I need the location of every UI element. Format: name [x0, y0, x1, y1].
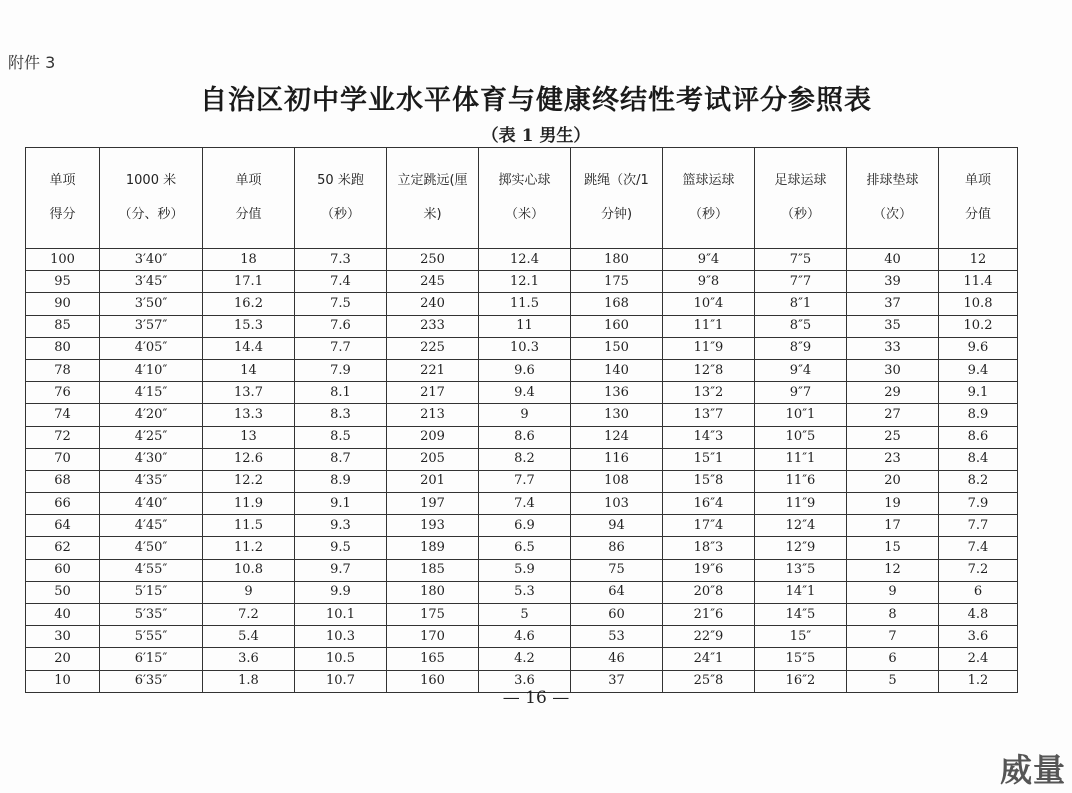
table-cell: 180: [387, 581, 479, 603]
table-cell: 21″6: [663, 604, 755, 626]
table-cell: 7.7: [479, 470, 571, 492]
table-cell: 14″1: [755, 581, 847, 603]
table-cell: 6.9: [479, 515, 571, 537]
table-cell: 95: [26, 271, 100, 293]
table-cell: 8.2: [939, 470, 1018, 492]
table-cell: 189: [387, 537, 479, 559]
table-cell: 11.5: [203, 515, 295, 537]
column-header-line: 排球垫球: [866, 173, 919, 188]
table-cell: 7.4: [295, 271, 387, 293]
table-cell: 9″7: [755, 382, 847, 404]
table-cell: 10.8: [203, 559, 295, 581]
table-cell: 4′20″: [100, 404, 203, 426]
score-table: [25, 147, 1018, 693]
table-cell: 35: [847, 315, 939, 337]
table-cell: 185: [387, 559, 479, 581]
table-cell: 8.4: [939, 448, 1018, 470]
table-cell: 9.1: [295, 493, 387, 515]
table-cell: 9″8: [663, 271, 755, 293]
table-cell: 66: [26, 493, 100, 515]
column-header-line: 掷实心球: [498, 173, 551, 188]
table-cell: 10: [26, 670, 100, 692]
table-cell: 75: [571, 559, 663, 581]
table-cell: 7.2: [203, 604, 295, 626]
table-cell: 9: [479, 404, 571, 426]
table-cell: 5: [479, 604, 571, 626]
table-cell: 11″9: [663, 337, 755, 359]
table-cell: 4′40″: [100, 493, 203, 515]
table-cell: 13.3: [203, 404, 295, 426]
column-header-line: 得分: [49, 207, 76, 222]
table-cell: 10.8: [939, 293, 1018, 315]
table-cell: 7.6: [295, 315, 387, 337]
table-cell: 12.2: [203, 470, 295, 492]
table-cell: 7.3: [295, 249, 387, 271]
table-cell: 8: [847, 604, 939, 626]
table-cell: 6.5: [479, 537, 571, 559]
table-cell: 3′40″: [100, 249, 203, 271]
table-cell: 15″8: [663, 470, 755, 492]
column-header-line: （分、秒）: [118, 207, 184, 222]
table-cell: 240: [387, 293, 479, 315]
table-cell: 5: [847, 670, 939, 692]
table-cell: 10″1: [755, 404, 847, 426]
table-cell: 13: [203, 426, 295, 448]
table-cell: 94: [571, 515, 663, 537]
table-cell: 250: [387, 249, 479, 271]
table-cell: 17.1: [203, 271, 295, 293]
table-cell: 86: [571, 537, 663, 559]
table-cell: 7.4: [939, 537, 1018, 559]
table-cell: 46: [571, 648, 663, 670]
table-cell: 11.2: [203, 537, 295, 559]
table-cell: 5′15″: [100, 581, 203, 603]
table-cell: 3′45″: [100, 271, 203, 293]
table-cell: 3.6: [939, 626, 1018, 648]
table-cell: 8.6: [479, 426, 571, 448]
table-cell: 78: [26, 359, 100, 381]
table-cell: 100: [26, 249, 100, 271]
table-cell: 20″8: [663, 581, 755, 603]
table-row: [26, 426, 1018, 448]
table-row: [26, 493, 1018, 515]
table-cell: 72: [26, 426, 100, 448]
table-cell: 165: [387, 648, 479, 670]
table-cell: 15″5: [755, 648, 847, 670]
table-cell: 5.9: [479, 559, 571, 581]
table-cell: 4′25″: [100, 426, 203, 448]
table-cell: 30: [847, 359, 939, 381]
table-cell: 64: [26, 515, 100, 537]
column-header: [847, 148, 939, 249]
table-row: [26, 382, 1018, 404]
column-header: [479, 148, 571, 249]
table-cell: 6: [939, 581, 1018, 603]
table-cell: 124: [571, 426, 663, 448]
table-row: [26, 604, 1018, 626]
table-cell: 11.4: [939, 271, 1018, 293]
table-cell: 7″7: [755, 271, 847, 293]
table-cell: 19: [847, 493, 939, 515]
table-cell: 5′55″: [100, 626, 203, 648]
table-cell: 37: [847, 293, 939, 315]
table-cell: 4′50″: [100, 537, 203, 559]
table-cell: 1.2: [939, 670, 1018, 692]
table-cell: 221: [387, 359, 479, 381]
table-cell: 130: [571, 404, 663, 426]
table-cell: 233: [387, 315, 479, 337]
table-cell: 3.6: [479, 670, 571, 692]
table-cell: 14.4: [203, 337, 295, 359]
table-cell: 245: [387, 271, 479, 293]
table-row: [26, 315, 1018, 337]
column-header-line: 分值: [235, 207, 262, 222]
table-cell: 11″1: [755, 448, 847, 470]
table-cell: 8.6: [939, 426, 1018, 448]
column-header-line: 单项: [235, 173, 262, 188]
table-cell: 9.6: [939, 337, 1018, 359]
table-cell: 9″4: [663, 249, 755, 271]
table-cell: 9.4: [479, 382, 571, 404]
table-row: [26, 515, 1018, 537]
table-cell: 60: [571, 604, 663, 626]
table-cell: 39: [847, 271, 939, 293]
table-cell: 17: [847, 515, 939, 537]
table-cell: 5.3: [479, 581, 571, 603]
column-header: [939, 148, 1018, 249]
table-cell: 8″1: [755, 293, 847, 315]
table-cell: 9.5: [295, 537, 387, 559]
table-cell: 12.1: [479, 271, 571, 293]
table-cell: 64: [571, 581, 663, 603]
table-cell: 3′57″: [100, 315, 203, 337]
column-header: [295, 148, 387, 249]
column-header-line: 跳绳（次/1: [584, 173, 649, 188]
table-cell: 16″4: [663, 493, 755, 515]
table-cell: 9.7: [295, 559, 387, 581]
table-row: [26, 359, 1018, 381]
table-cell: 22″9: [663, 626, 755, 648]
table-cell: 90: [26, 293, 100, 315]
table-cell: 7.7: [939, 515, 1018, 537]
table-cell: 4′15″: [100, 382, 203, 404]
table-cell: 2.4: [939, 648, 1018, 670]
table-cell: 23: [847, 448, 939, 470]
table-row: [26, 249, 1018, 271]
table-cell: 7.7: [295, 337, 387, 359]
column-header-line: 篮球运球: [682, 173, 735, 188]
table-cell: 8.1: [295, 382, 387, 404]
table-cell: 7.9: [939, 493, 1018, 515]
table-cell: 13″7: [663, 404, 755, 426]
table-cell: 9.3: [295, 515, 387, 537]
column-header: [663, 148, 755, 249]
table-cell: 18″3: [663, 537, 755, 559]
table-cell: 4′35″: [100, 470, 203, 492]
table-cell: 4′55″: [100, 559, 203, 581]
table-cell: 50: [26, 581, 100, 603]
column-header-line: （秒）: [780, 207, 820, 222]
table-cell: 8.5: [295, 426, 387, 448]
table-cell: 193: [387, 515, 479, 537]
table-cell: 7.9: [295, 359, 387, 381]
table-cell: 180: [571, 249, 663, 271]
table-cell: 150: [571, 337, 663, 359]
table-cell: 14: [203, 359, 295, 381]
table-cell: 10.1: [295, 604, 387, 626]
column-header-line: 分值: [964, 207, 991, 222]
column-header-line: 1000 米: [125, 173, 177, 188]
column-header: [26, 148, 100, 249]
table-cell: 5′35″: [100, 604, 203, 626]
table-row: [26, 581, 1018, 603]
table-cell: 12.6: [203, 448, 295, 470]
table-cell: 85: [26, 315, 100, 337]
attachment-label: 附件 3: [8, 53, 56, 72]
table-row: [26, 293, 1018, 315]
table-cell: 11″1: [663, 315, 755, 337]
table-cell: 8″9: [755, 337, 847, 359]
table-cell: 11.5: [479, 293, 571, 315]
table-cell: 4.2: [479, 648, 571, 670]
table-cell: 13″5: [755, 559, 847, 581]
column-header-line: 单项: [964, 173, 991, 188]
column-header-line: 50 米跑: [317, 173, 364, 188]
table-cell: 201: [387, 470, 479, 492]
table-cell: 8.9: [939, 404, 1018, 426]
table-cell: 14″3: [663, 426, 755, 448]
table-cell: 11.9: [203, 493, 295, 515]
table-cell: 9.4: [939, 359, 1018, 381]
table-cell: 37: [571, 670, 663, 692]
table-cell: 209: [387, 426, 479, 448]
table-cell: 8.9: [295, 470, 387, 492]
table-subtitle: （表 1 男生）: [481, 126, 591, 146]
table-body: [26, 249, 1018, 693]
table-cell: 1.8: [203, 670, 295, 692]
table-cell: 10.3: [479, 337, 571, 359]
table-cell: 74: [26, 404, 100, 426]
table-cell: 4′30″: [100, 448, 203, 470]
table-cell: 11″6: [755, 470, 847, 492]
table-cell: 24″1: [663, 648, 755, 670]
table-cell: 7.4: [479, 493, 571, 515]
table-cell: 15.3: [203, 315, 295, 337]
table-cell: 40: [847, 249, 939, 271]
table-row: [26, 537, 1018, 559]
table-cell: 4.6: [479, 626, 571, 648]
column-header: [100, 148, 203, 249]
table-cell: 160: [387, 670, 479, 692]
table-cell: 62: [26, 537, 100, 559]
table-cell: 175: [571, 271, 663, 293]
table-cell: 15″: [755, 626, 847, 648]
table-cell: 10.7: [295, 670, 387, 692]
column-header: [387, 148, 479, 249]
table-cell: 9: [847, 581, 939, 603]
table-cell: 13.7: [203, 382, 295, 404]
table-cell: 8.3: [295, 404, 387, 426]
table-cell: 12: [847, 559, 939, 581]
table-row: [26, 626, 1018, 648]
table-cell: 20: [847, 470, 939, 492]
table-cell: 103: [571, 493, 663, 515]
column-header: [755, 148, 847, 249]
table-cell: 170: [387, 626, 479, 648]
column-header: [571, 148, 663, 249]
table-cell: 3′50″: [100, 293, 203, 315]
column-header-line: 足球运球: [774, 173, 827, 188]
table-cell: 11: [479, 315, 571, 337]
table-cell: 70: [26, 448, 100, 470]
table-cell: 14″5: [755, 604, 847, 626]
table-cell: 9.1: [939, 382, 1018, 404]
table-cell: 15″1: [663, 448, 755, 470]
table-cell: 175: [387, 604, 479, 626]
table-cell: 8″5: [755, 315, 847, 337]
table-cell: 80: [26, 337, 100, 359]
column-header-line: 米): [423, 207, 442, 222]
table-cell: 12″9: [755, 537, 847, 559]
column-header-line: 立定跳远(厘: [397, 173, 468, 188]
table-row: [26, 404, 1018, 426]
table-cell: 76: [26, 382, 100, 404]
table-cell: 10″5: [755, 426, 847, 448]
table-cell: 53: [571, 626, 663, 648]
table-cell: 8.2: [479, 448, 571, 470]
page-title: 自治区初中学业水平体育与健康终结性考试评分参照表: [200, 85, 872, 116]
table-cell: 3.6: [203, 648, 295, 670]
table-cell: 25″8: [663, 670, 755, 692]
table-cell: 197: [387, 493, 479, 515]
table-cell: 20: [26, 648, 100, 670]
table-cell: 33: [847, 337, 939, 359]
table-cell: 4′45″: [100, 515, 203, 537]
table-cell: 6′35″: [100, 670, 203, 692]
table-cell: 12: [939, 249, 1018, 271]
table-cell: 205: [387, 448, 479, 470]
table-cell: 10.2: [939, 315, 1018, 337]
table-cell: 140: [571, 359, 663, 381]
table-cell: 10″4: [663, 293, 755, 315]
table-cell: 168: [571, 293, 663, 315]
table-cell: 68: [26, 470, 100, 492]
table-cell: 11″9: [755, 493, 847, 515]
table-cell: 40: [26, 604, 100, 626]
table-cell: 4′05″: [100, 337, 203, 359]
column-header-line: 分钟): [600, 207, 633, 222]
table-cell: 7″5: [755, 249, 847, 271]
table-cell: 10.5: [295, 648, 387, 670]
table-cell: 9″4: [755, 359, 847, 381]
column-header-line: （秒）: [688, 207, 728, 222]
table-cell: 15: [847, 537, 939, 559]
table-cell: 7: [847, 626, 939, 648]
table-cell: 6: [847, 648, 939, 670]
column-header-line: （次）: [872, 207, 912, 222]
table-cell: 9.6: [479, 359, 571, 381]
table-cell: 12″4: [755, 515, 847, 537]
table-cell: 7.5: [295, 293, 387, 315]
table-cell: 213: [387, 404, 479, 426]
table-cell: 4.8: [939, 604, 1018, 626]
table-cell: 217: [387, 382, 479, 404]
table-cell: 9: [203, 581, 295, 603]
table-row: [26, 271, 1018, 293]
table-cell: 6′15″: [100, 648, 203, 670]
page-number: — 16 —: [502, 688, 570, 708]
table-cell: 116: [571, 448, 663, 470]
table-cell: 60: [26, 559, 100, 581]
table-cell: 8.7: [295, 448, 387, 470]
column-header-line: （米）: [504, 207, 544, 222]
table-header-row: [26, 148, 1018, 249]
table-cell: 108: [571, 470, 663, 492]
table-cell: 12.4: [479, 249, 571, 271]
column-header: [203, 148, 295, 249]
table-row: [26, 559, 1018, 581]
table-cell: 7.2: [939, 559, 1018, 581]
table-cell: 12″8: [663, 359, 755, 381]
table-cell: 136: [571, 382, 663, 404]
table-cell: 13″2: [663, 382, 755, 404]
table-cell: 27: [847, 404, 939, 426]
column-header-line: 单项: [49, 173, 76, 188]
table-cell: 4′10″: [100, 359, 203, 381]
table-cell: 19″6: [663, 559, 755, 581]
table-cell: 9.9: [295, 581, 387, 603]
table-cell: 160: [571, 315, 663, 337]
table-row: [26, 337, 1018, 359]
table-row: [26, 448, 1018, 470]
table-cell: 5.4: [203, 626, 295, 648]
table-cell: 29: [847, 382, 939, 404]
table-cell: 30: [26, 626, 100, 648]
column-header-line: （秒）: [320, 207, 360, 222]
table-cell: 17″4: [663, 515, 755, 537]
table-cell: 25: [847, 426, 939, 448]
watermark-logo: 威量: [999, 751, 1066, 789]
table-cell: 10.3: [295, 626, 387, 648]
table-cell: 225: [387, 337, 479, 359]
table-row: [26, 470, 1018, 492]
table-cell: 16.2: [203, 293, 295, 315]
table-row: [26, 648, 1018, 670]
table-cell: 16″2: [755, 670, 847, 692]
table-cell: 18: [203, 249, 295, 271]
